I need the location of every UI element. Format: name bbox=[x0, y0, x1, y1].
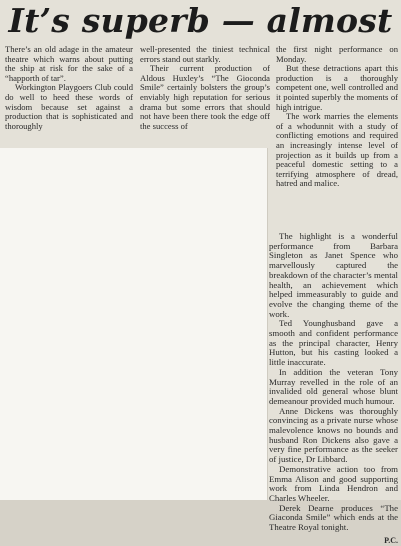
headline: It’s superb — almost bbox=[8, 1, 393, 40]
article-column-1 bbox=[5, 45, 133, 131]
paragraph: In addition the veteran Tony Murray revelled in the role of an invalided old general whose blunt demeanour provided much humour. bbox=[269, 366, 398, 406]
article-column-4 bbox=[269, 232, 398, 546]
paragraph: There’s an old adage in the amateur theatre which warns about putting the ship at risk for the sake of a “happorth of tar”. bbox=[5, 44, 133, 83]
paragraph: The work marries the elements of a whodunnit with a study of conflicting emotions and required an increasingly intense level of projection as it builds up from a peaceful domestic setting to a terrifying atmosphere of dread, hatred and malice. bbox=[276, 111, 398, 189]
paragraph: Workington Playgoers Club could do well to heed these words of wisdom because set against a production that is sophisticated and thoroughly bbox=[5, 82, 133, 131]
paragraph: the first night performance on Monday. bbox=[276, 44, 398, 64]
paragraph: The highlight is a wonderful performance from Barbara Singleton as Janet Spence who marvellously captured the breakdown of the character’s mental health, an achievement which helped immeasurably to guide and evolve the changing theme of the work. bbox=[269, 231, 398, 319]
article-column-2 bbox=[140, 45, 270, 131]
paragraph: Demonstrative action too from Emma Alison and good supporting work from Linda Hendron and Charles Wheeler. bbox=[269, 463, 398, 503]
blank-paper-area bbox=[0, 148, 268, 500]
paragraph: Anne Dickens was thoroughly convincing as a private nurse whose malevolence knows no bounds and husband Ron Dickens also gave a very fine performance as the seeker of justice, Dr Libbard. bbox=[269, 405, 398, 465]
article-column-3 bbox=[276, 45, 398, 189]
paragraph: Ted Younghusband gave a smooth and confident performance as the principal character, Henry Hutton, but his casting looked a little inaccurate. bbox=[269, 318, 398, 368]
paragraph: Derek Dearne produces “The Giaconda Smile” which ends at the Theatre Royal tonight. bbox=[269, 502, 398, 533]
paragraph: But these detractions apart this production is a thoroughly competent one, well controlled and it pointed superbly the moments of high intrigue. bbox=[276, 63, 398, 112]
paragraph: well-presented the tiniest technical errors stand out starkly. bbox=[140, 44, 270, 64]
byline: P.C. bbox=[384, 535, 398, 545]
paragraph: Their current production of Aldous Huxley’s “The Gioconda Smile” certainly bolsters the group’s enviably high reputation for serious drama but some errors that should not have been there took the edge off the success of bbox=[140, 63, 270, 131]
